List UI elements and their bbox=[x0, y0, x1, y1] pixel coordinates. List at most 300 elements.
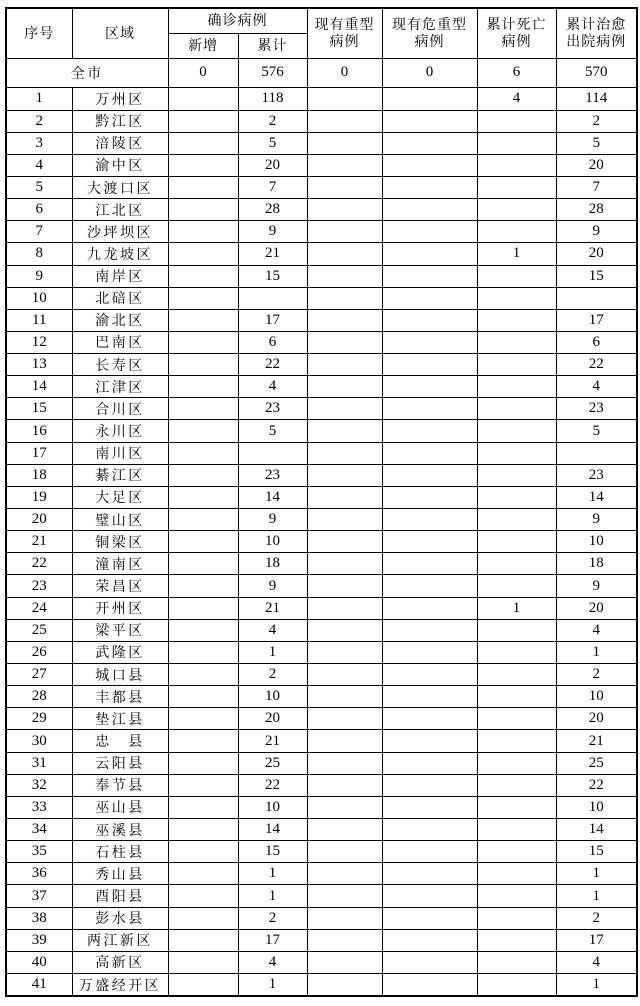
cell-region: 秀山县 bbox=[72, 863, 168, 885]
cell-confirmed-cumulative: 14 bbox=[238, 819, 307, 841]
cell-region: 大足区 bbox=[72, 486, 168, 508]
cell-confirmed-new bbox=[168, 619, 238, 641]
table-row bbox=[6, 686, 637, 708]
cell-serial: 27 bbox=[6, 664, 72, 686]
cell-serial: 10 bbox=[6, 287, 72, 309]
header-region: 区域 bbox=[72, 8, 168, 58]
table-row bbox=[6, 243, 637, 265]
cell-confirmed-cumulative: 28 bbox=[238, 199, 307, 221]
cell-critical bbox=[382, 619, 477, 641]
table-row bbox=[6, 199, 637, 221]
cell-deaths bbox=[477, 686, 556, 708]
table-row bbox=[6, 376, 637, 398]
cell-cured: 20 bbox=[556, 154, 637, 176]
cell-critical bbox=[382, 221, 477, 243]
cell-cured: 22 bbox=[556, 354, 637, 376]
cell-severe bbox=[307, 730, 382, 752]
cell-deaths bbox=[477, 309, 556, 331]
header-row-1 bbox=[6, 8, 637, 33]
summary-region-cell: 全市 bbox=[6, 58, 168, 88]
cell-confirmed-new bbox=[168, 243, 238, 265]
cell-region: 两江新区 bbox=[72, 929, 168, 951]
cell-deaths bbox=[477, 398, 556, 420]
table-row bbox=[6, 531, 637, 553]
cell-severe bbox=[307, 265, 382, 287]
cell-cured: 1 bbox=[556, 974, 637, 997]
cell-confirmed-new bbox=[168, 509, 238, 531]
cell-critical bbox=[382, 110, 477, 132]
cell-confirmed-new bbox=[168, 110, 238, 132]
cell-serial: 31 bbox=[6, 752, 72, 774]
cell-confirmed-new bbox=[168, 641, 238, 663]
table-row bbox=[6, 730, 637, 752]
cell-critical bbox=[382, 309, 477, 331]
cell-critical bbox=[382, 774, 477, 796]
cell-severe bbox=[307, 597, 382, 619]
table-row bbox=[6, 132, 637, 154]
table-row bbox=[6, 641, 637, 663]
cell-severe bbox=[307, 287, 382, 309]
table-row bbox=[6, 398, 637, 420]
cell-severe bbox=[307, 354, 382, 376]
header-critical-line1: 现有危重型 bbox=[392, 15, 467, 32]
cell-cured: 9 bbox=[556, 221, 637, 243]
cell-deaths bbox=[477, 774, 556, 796]
cell-deaths bbox=[477, 486, 556, 508]
cell-confirmed-cumulative: 2 bbox=[238, 110, 307, 132]
cell-region: 彭水县 bbox=[72, 907, 168, 929]
cell-confirmed-cumulative: 10 bbox=[238, 531, 307, 553]
cell-confirmed-new bbox=[168, 863, 238, 885]
cell-severe bbox=[307, 154, 382, 176]
cell-region: 开州区 bbox=[72, 597, 168, 619]
cell-severe bbox=[307, 641, 382, 663]
cell-deaths bbox=[477, 199, 556, 221]
cell-deaths bbox=[477, 863, 556, 885]
cell-serial: 9 bbox=[6, 265, 72, 287]
header-deaths-line1: 累计死亡 bbox=[486, 15, 547, 32]
cell-deaths bbox=[477, 420, 556, 442]
cell-region: 石柱县 bbox=[72, 841, 168, 863]
cell-confirmed-new bbox=[168, 221, 238, 243]
cell-region: 黔江区 bbox=[72, 110, 168, 132]
cell-serial: 35 bbox=[6, 841, 72, 863]
cell-cured: 2 bbox=[556, 907, 637, 929]
cell-confirmed-new bbox=[168, 376, 238, 398]
header-serial: 序号 bbox=[6, 8, 72, 58]
cell-confirmed-new bbox=[168, 398, 238, 420]
header-confirmed-group: 确诊病例 bbox=[168, 8, 307, 33]
cell-deaths bbox=[477, 531, 556, 553]
cell-serial: 39 bbox=[6, 929, 72, 951]
table-body bbox=[6, 88, 637, 996]
cell-serial: 20 bbox=[6, 509, 72, 531]
table-row bbox=[6, 597, 637, 619]
cell-serial: 17 bbox=[6, 442, 72, 464]
cell-severe bbox=[307, 619, 382, 641]
cell-deaths bbox=[477, 619, 556, 641]
cell-deaths bbox=[477, 553, 556, 575]
cell-serial: 28 bbox=[6, 686, 72, 708]
cell-confirmed-cumulative: 6 bbox=[238, 331, 307, 353]
cell-confirmed-cumulative: 25 bbox=[238, 752, 307, 774]
cell-region: 大渡口区 bbox=[72, 176, 168, 198]
header-critical-line2: 病例 bbox=[414, 33, 445, 50]
table-row bbox=[6, 619, 637, 641]
cell-region: 奉节县 bbox=[72, 774, 168, 796]
cell-cured: 20 bbox=[556, 243, 637, 265]
cell-confirmed-new bbox=[168, 199, 238, 221]
cell-confirmed-new bbox=[168, 575, 238, 597]
cell-serial: 8 bbox=[6, 243, 72, 265]
cell-confirmed-cumulative: 10 bbox=[238, 686, 307, 708]
summary-cured-cell: 570 bbox=[556, 58, 637, 88]
cell-cured: 14 bbox=[556, 486, 637, 508]
cell-region: 城口县 bbox=[72, 664, 168, 686]
cell-severe bbox=[307, 974, 382, 997]
cell-cured: 21 bbox=[556, 730, 637, 752]
cell-serial: 30 bbox=[6, 730, 72, 752]
cell-critical bbox=[382, 819, 477, 841]
cell-confirmed-cumulative: 23 bbox=[238, 464, 307, 486]
cell-deaths: 1 bbox=[477, 243, 556, 265]
cell-cured: 10 bbox=[556, 531, 637, 553]
cell-confirmed-cumulative: 17 bbox=[238, 309, 307, 331]
cell-confirmed-cumulative: 7 bbox=[238, 176, 307, 198]
cell-confirmed-new bbox=[168, 265, 238, 287]
cell-confirmed-cumulative: 4 bbox=[238, 376, 307, 398]
cell-region: 永川区 bbox=[72, 420, 168, 442]
cell-region: 綦江区 bbox=[72, 464, 168, 486]
cell-confirmed-cumulative: 5 bbox=[238, 420, 307, 442]
cell-confirmed-new bbox=[168, 929, 238, 951]
cell-critical bbox=[382, 132, 477, 154]
cell-critical bbox=[382, 531, 477, 553]
cell-deaths bbox=[477, 664, 556, 686]
cell-region: 璧山区 bbox=[72, 509, 168, 531]
cell-region: 南川区 bbox=[72, 442, 168, 464]
cell-critical bbox=[382, 885, 477, 907]
cell-serial: 6 bbox=[6, 199, 72, 221]
cell-critical bbox=[382, 265, 477, 287]
table-row bbox=[6, 951, 637, 973]
cell-deaths bbox=[477, 575, 556, 597]
summary-new-cell: 0 bbox=[168, 58, 238, 88]
cell-serial: 22 bbox=[6, 553, 72, 575]
cell-confirmed-cumulative: 1 bbox=[238, 641, 307, 663]
cell-critical bbox=[382, 154, 477, 176]
header-cured-line1: 累计治愈 bbox=[566, 15, 627, 32]
table-row bbox=[6, 929, 637, 951]
cell-confirmed-new bbox=[168, 287, 238, 309]
cell-deaths bbox=[477, 110, 556, 132]
cell-confirmed-new bbox=[168, 176, 238, 198]
table-row bbox=[6, 464, 637, 486]
cell-deaths bbox=[477, 752, 556, 774]
cell-deaths bbox=[477, 376, 556, 398]
cell-serial: 18 bbox=[6, 464, 72, 486]
cell-severe bbox=[307, 553, 382, 575]
cell-serial: 40 bbox=[6, 951, 72, 973]
cell-confirmed-cumulative bbox=[238, 287, 307, 309]
table-row bbox=[6, 354, 637, 376]
cell-serial: 14 bbox=[6, 376, 72, 398]
cell-serial: 29 bbox=[6, 708, 72, 730]
cell-deaths bbox=[477, 951, 556, 973]
cell-serial: 36 bbox=[6, 863, 72, 885]
cell-region: 江北区 bbox=[72, 199, 168, 221]
cell-region: 垫江县 bbox=[72, 708, 168, 730]
cell-deaths bbox=[477, 464, 556, 486]
cell-cured: 1 bbox=[556, 863, 637, 885]
cell-serial: 26 bbox=[6, 641, 72, 663]
cell-critical bbox=[382, 376, 477, 398]
cell-severe bbox=[307, 951, 382, 973]
cell-confirmed-new bbox=[168, 708, 238, 730]
cell-serial: 25 bbox=[6, 619, 72, 641]
cell-cured: 22 bbox=[556, 774, 637, 796]
cell-critical bbox=[382, 176, 477, 198]
table-row bbox=[6, 774, 637, 796]
cell-region: 荣昌区 bbox=[72, 575, 168, 597]
cell-serial: 34 bbox=[6, 819, 72, 841]
cell-cured: 4 bbox=[556, 951, 637, 973]
cell-confirmed-cumulative: 118 bbox=[238, 88, 307, 110]
cell-serial: 11 bbox=[6, 309, 72, 331]
cell-region: 长寿区 bbox=[72, 354, 168, 376]
cell-region: 涪陵区 bbox=[72, 132, 168, 154]
cell-severe bbox=[307, 486, 382, 508]
cell-serial: 1 bbox=[6, 88, 72, 110]
cell-severe bbox=[307, 88, 382, 110]
cell-severe bbox=[307, 664, 382, 686]
cell-critical bbox=[382, 509, 477, 531]
table-row bbox=[6, 287, 637, 309]
cell-cured: 17 bbox=[556, 309, 637, 331]
header-critical bbox=[382, 8, 477, 58]
cell-cured: 14 bbox=[556, 819, 637, 841]
cell-confirmed-new bbox=[168, 974, 238, 997]
cell-deaths bbox=[477, 265, 556, 287]
cell-critical bbox=[382, 420, 477, 442]
cell-confirmed-cumulative: 22 bbox=[238, 354, 307, 376]
cell-critical bbox=[382, 664, 477, 686]
cell-severe bbox=[307, 575, 382, 597]
cell-severe bbox=[307, 221, 382, 243]
cell-confirmed-cumulative: 2 bbox=[238, 907, 307, 929]
cell-cured: 5 bbox=[556, 132, 637, 154]
cell-critical bbox=[382, 863, 477, 885]
cell-confirmed-cumulative: 20 bbox=[238, 154, 307, 176]
cell-severe bbox=[307, 752, 382, 774]
cell-confirmed-new bbox=[168, 354, 238, 376]
cell-severe bbox=[307, 531, 382, 553]
cell-severe bbox=[307, 509, 382, 531]
cell-region: 渝北区 bbox=[72, 309, 168, 331]
table-summary-body bbox=[6, 58, 637, 88]
cell-deaths bbox=[477, 819, 556, 841]
cell-confirmed-new bbox=[168, 841, 238, 863]
cell-critical bbox=[382, 907, 477, 929]
cell-serial: 21 bbox=[6, 531, 72, 553]
cell-confirmed-new bbox=[168, 331, 238, 353]
cell-region: 铜梁区 bbox=[72, 531, 168, 553]
cell-cured: 9 bbox=[556, 509, 637, 531]
cell-region: 酉阳县 bbox=[72, 885, 168, 907]
cell-confirmed-cumulative: 21 bbox=[238, 243, 307, 265]
cell-deaths bbox=[477, 885, 556, 907]
header-severe bbox=[307, 8, 382, 58]
cell-cured: 4 bbox=[556, 376, 637, 398]
cell-deaths bbox=[477, 221, 556, 243]
cell-deaths bbox=[477, 730, 556, 752]
cell-serial: 2 bbox=[6, 110, 72, 132]
cell-critical bbox=[382, 354, 477, 376]
cell-deaths bbox=[477, 929, 556, 951]
cell-cured: 17 bbox=[556, 929, 637, 951]
cell-serial: 41 bbox=[6, 974, 72, 997]
cell-serial: 15 bbox=[6, 398, 72, 420]
header-deaths bbox=[477, 8, 556, 58]
cell-confirmed-new bbox=[168, 464, 238, 486]
cell-deaths bbox=[477, 509, 556, 531]
cell-serial: 24 bbox=[6, 597, 72, 619]
cell-region: 江津区 bbox=[72, 376, 168, 398]
cell-confirmed-cumulative: 5 bbox=[238, 132, 307, 154]
header-deaths-line2: 病例 bbox=[501, 33, 532, 50]
table-row bbox=[6, 575, 637, 597]
cell-cured: 6 bbox=[556, 331, 637, 353]
cell-confirmed-new bbox=[168, 132, 238, 154]
cell-deaths: 4 bbox=[477, 88, 556, 110]
cell-severe bbox=[307, 464, 382, 486]
summary-severe-cell: 0 bbox=[307, 58, 382, 88]
cell-cured: 5 bbox=[556, 420, 637, 442]
cell-confirmed-cumulative: 9 bbox=[238, 575, 307, 597]
cell-critical bbox=[382, 796, 477, 818]
header-severe-line1: 现有重型 bbox=[314, 15, 375, 32]
cell-confirmed-cumulative: 1 bbox=[238, 885, 307, 907]
cell-cured bbox=[556, 442, 637, 464]
header-confirmed-new: 新增 bbox=[168, 33, 238, 58]
cell-cured: 20 bbox=[556, 597, 637, 619]
cell-deaths bbox=[477, 442, 556, 464]
table-row bbox=[6, 974, 637, 997]
cell-serial: 16 bbox=[6, 420, 72, 442]
cell-region: 巴南区 bbox=[72, 331, 168, 353]
cell-confirmed-new bbox=[168, 686, 238, 708]
cell-confirmed-cumulative: 23 bbox=[238, 398, 307, 420]
cell-severe bbox=[307, 176, 382, 198]
cell-region: 万州区 bbox=[72, 88, 168, 110]
cell-confirmed-new bbox=[168, 597, 238, 619]
table-row bbox=[6, 331, 637, 353]
cell-confirmed-cumulative bbox=[238, 442, 307, 464]
cell-confirmed-cumulative: 4 bbox=[238, 951, 307, 973]
cell-serial: 32 bbox=[6, 774, 72, 796]
cell-serial: 7 bbox=[6, 221, 72, 243]
table-row bbox=[6, 708, 637, 730]
table-row bbox=[6, 664, 637, 686]
header-cured bbox=[556, 8, 637, 58]
cell-deaths bbox=[477, 132, 556, 154]
cell-severe bbox=[307, 442, 382, 464]
cell-confirmed-new bbox=[168, 553, 238, 575]
cell-confirmed-new bbox=[168, 531, 238, 553]
cell-cured: 4 bbox=[556, 619, 637, 641]
cell-severe bbox=[307, 110, 382, 132]
cell-serial: 19 bbox=[6, 486, 72, 508]
cell-region: 忠 县 bbox=[72, 730, 168, 752]
cell-confirmed-cumulative: 9 bbox=[238, 509, 307, 531]
cell-severe bbox=[307, 199, 382, 221]
table-row bbox=[6, 885, 637, 907]
cell-deaths bbox=[477, 907, 556, 929]
table-row bbox=[6, 110, 637, 132]
cell-severe bbox=[307, 376, 382, 398]
cell-region: 北碚区 bbox=[72, 287, 168, 309]
cell-critical bbox=[382, 708, 477, 730]
cell-confirmed-new bbox=[168, 442, 238, 464]
cell-deaths bbox=[477, 354, 556, 376]
cell-region: 云阳县 bbox=[72, 752, 168, 774]
cell-severe bbox=[307, 885, 382, 907]
cell-serial: 33 bbox=[6, 796, 72, 818]
cell-severe bbox=[307, 331, 382, 353]
cell-cured: 25 bbox=[556, 752, 637, 774]
cell-critical bbox=[382, 752, 477, 774]
cell-confirmed-cumulative: 21 bbox=[238, 597, 307, 619]
cell-serial: 38 bbox=[6, 907, 72, 929]
cell-confirmed-new bbox=[168, 309, 238, 331]
cell-critical bbox=[382, 486, 477, 508]
table-row bbox=[6, 442, 637, 464]
cell-region: 南岸区 bbox=[72, 265, 168, 287]
cell-critical bbox=[382, 730, 477, 752]
cell-confirmed-cumulative: 14 bbox=[238, 486, 307, 508]
cell-severe bbox=[307, 132, 382, 154]
cell-confirmed-new bbox=[168, 88, 238, 110]
cell-confirmed-cumulative: 1 bbox=[238, 863, 307, 885]
cell-confirmed-new bbox=[168, 907, 238, 929]
table-row bbox=[6, 176, 637, 198]
cell-confirmed-new bbox=[168, 796, 238, 818]
cell-confirmed-new bbox=[168, 154, 238, 176]
cell-critical bbox=[382, 575, 477, 597]
cell-cured bbox=[556, 287, 637, 309]
cell-critical bbox=[382, 597, 477, 619]
cell-confirmed-cumulative: 17 bbox=[238, 929, 307, 951]
table-row bbox=[6, 841, 637, 863]
cell-cured: 7 bbox=[556, 176, 637, 198]
cell-confirmed-new bbox=[168, 730, 238, 752]
cell-deaths bbox=[477, 331, 556, 353]
cell-confirmed-new bbox=[168, 819, 238, 841]
cell-region: 梁平区 bbox=[72, 619, 168, 641]
cell-confirmed-new bbox=[168, 664, 238, 686]
cell-region: 巫溪县 bbox=[72, 819, 168, 841]
header-cured-line2: 出院病例 bbox=[566, 33, 627, 50]
cell-serial: 3 bbox=[6, 132, 72, 154]
cell-critical bbox=[382, 331, 477, 353]
cell-critical bbox=[382, 287, 477, 309]
cell-critical bbox=[382, 974, 477, 997]
cell-cured: 23 bbox=[556, 398, 637, 420]
cell-deaths: 1 bbox=[477, 597, 556, 619]
cell-region: 武隆区 bbox=[72, 641, 168, 663]
cell-critical bbox=[382, 88, 477, 110]
cell-deaths bbox=[477, 641, 556, 663]
